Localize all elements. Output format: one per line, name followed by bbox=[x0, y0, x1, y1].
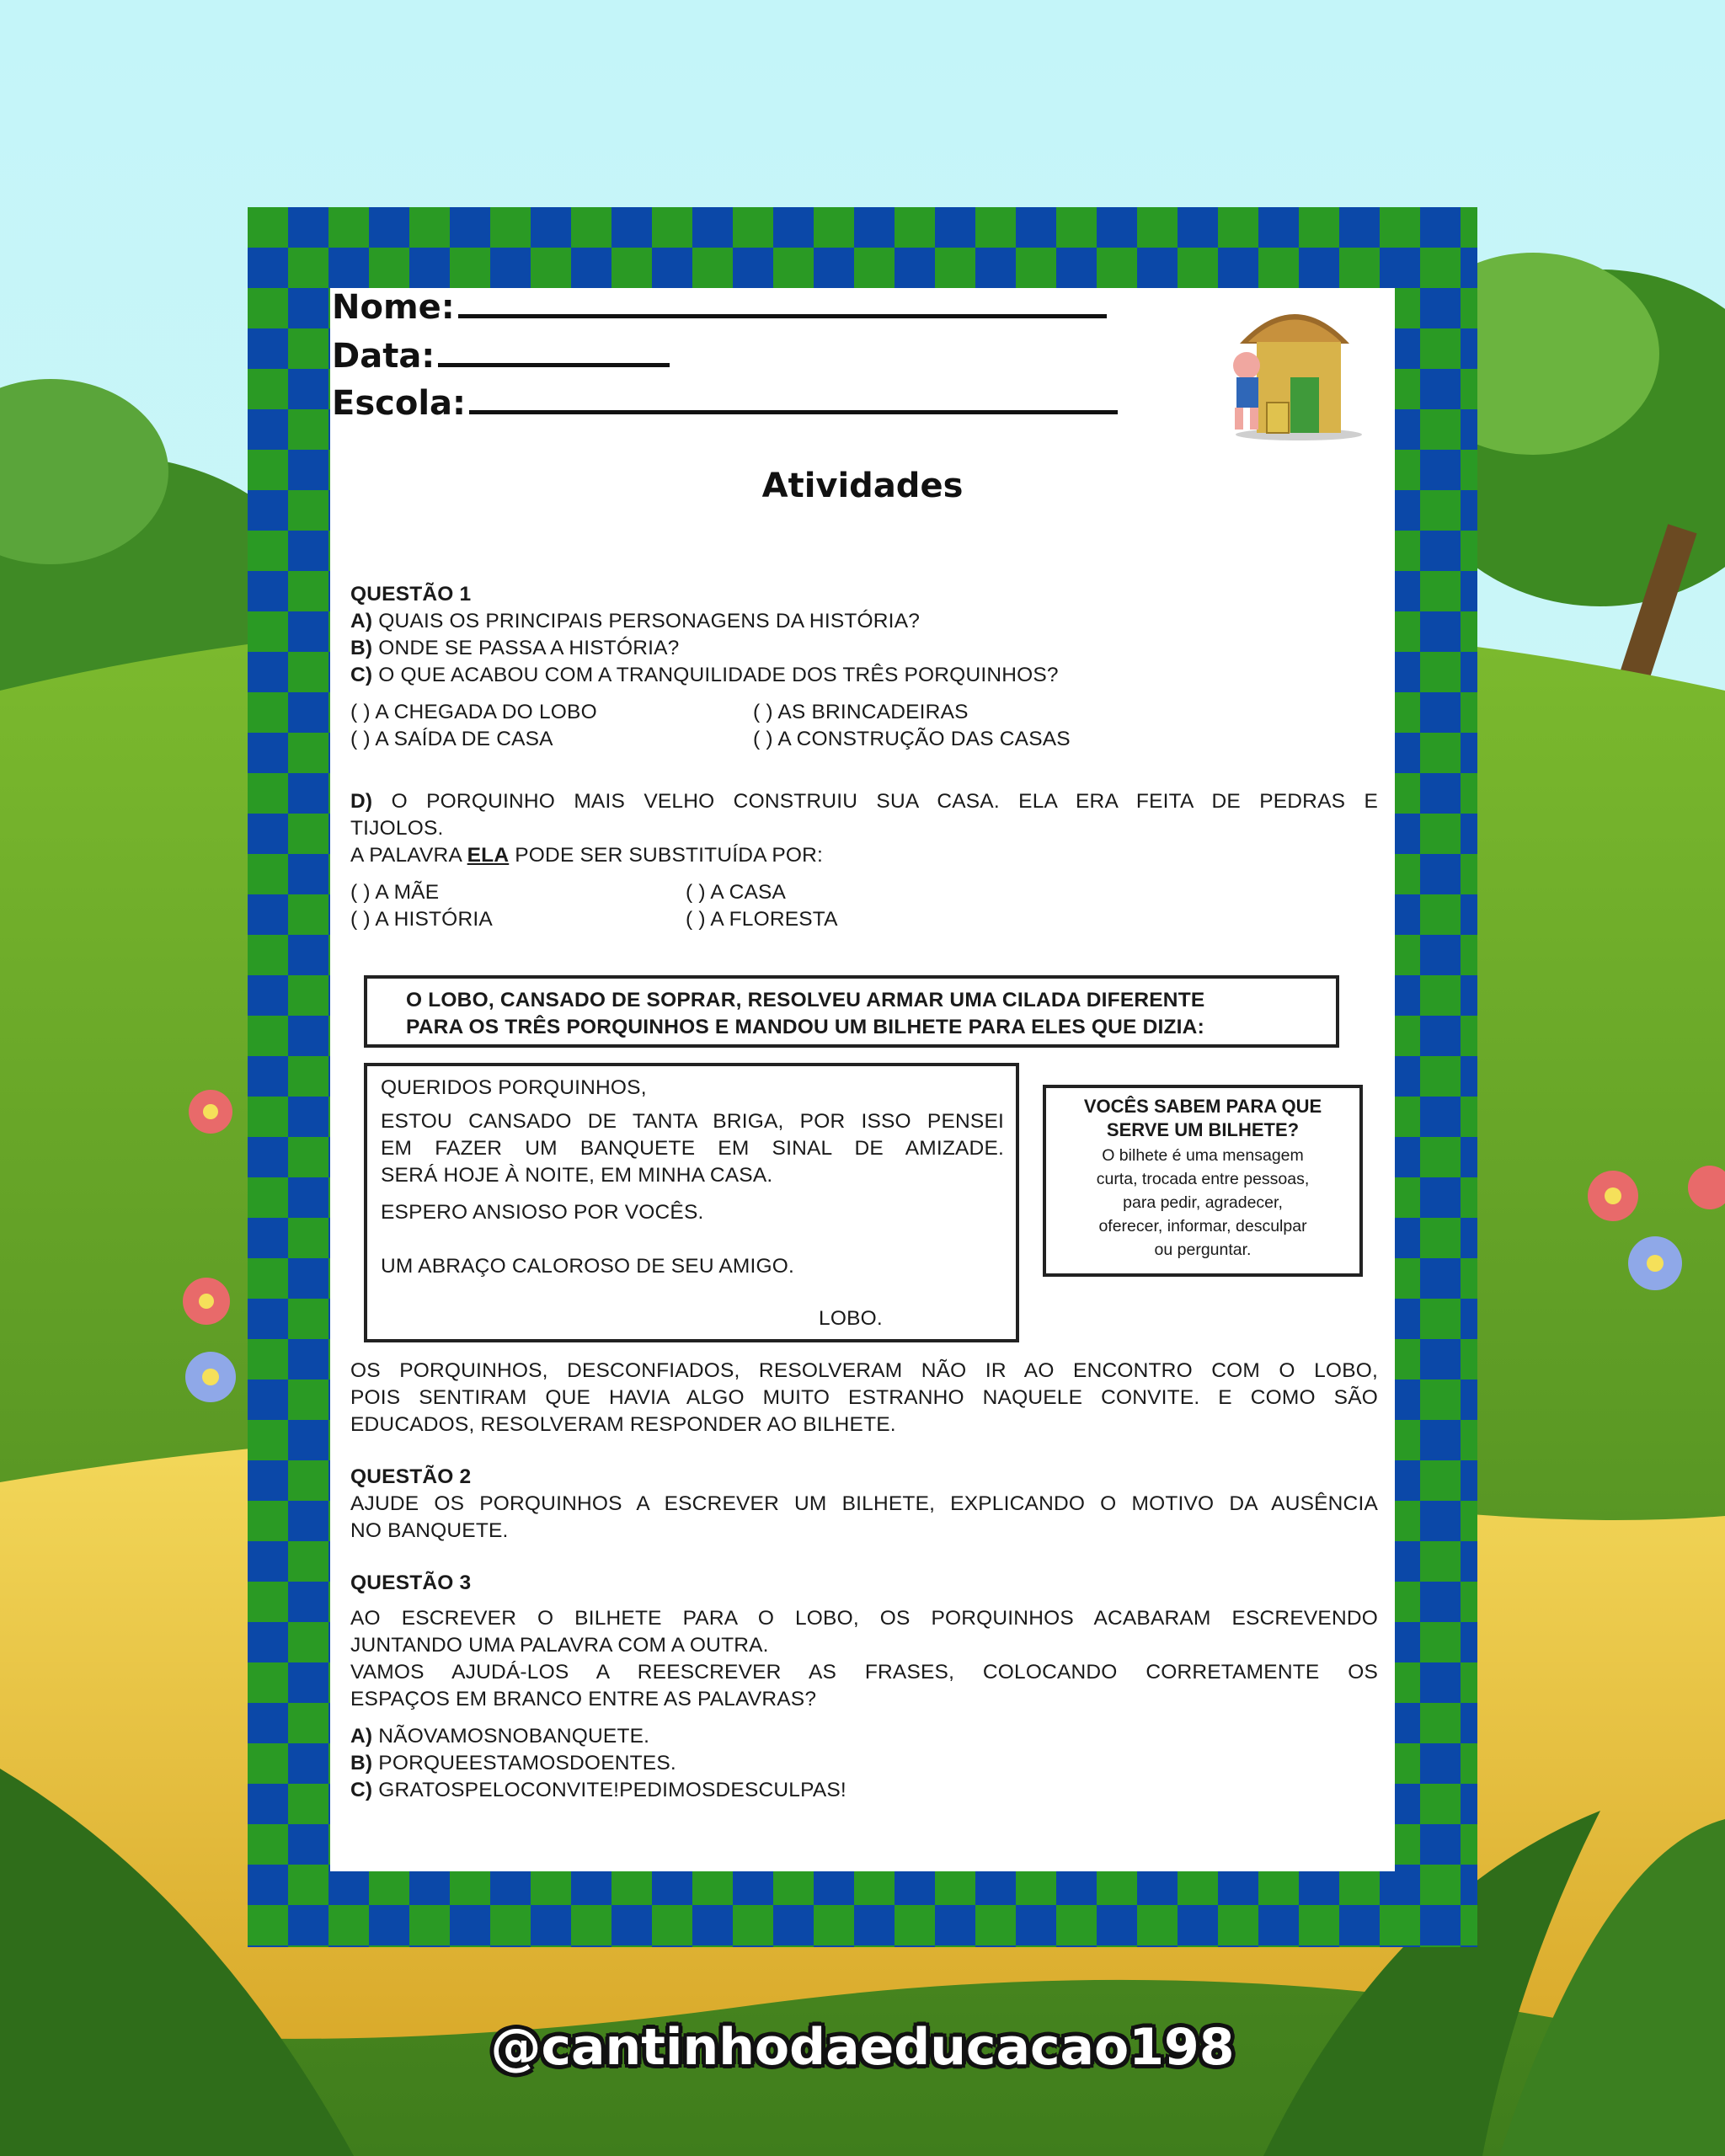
info-text-line: oferecer, informar, desculpar bbox=[1098, 1217, 1307, 1235]
questao3-heading: QUESTÃO 3 bbox=[350, 1572, 472, 1594]
questao2-line1: AJUDE OS PORQUINHOS A ESCREVER UM BILHETE, EXPLICANDO O MOTIVO DA AUSÊNCIA bbox=[350, 1492, 1378, 1515]
data-label: Data: bbox=[332, 337, 435, 376]
option-checkbox[interactable]: ( ) A FLORESTA bbox=[686, 908, 838, 931]
bilhete-signature: LOBO. bbox=[819, 1307, 883, 1330]
questao3-line3: VAMOS AJUDÁ-LOS A REESCREVER AS FRASES, COLOCANDO CORRETAMENTE OS bbox=[350, 1661, 1378, 1684]
option-checkbox[interactable]: ( ) A MÃE bbox=[350, 881, 440, 904]
info-text-line: curta, trocada entre pessoas, bbox=[1096, 1170, 1310, 1188]
escola-field bbox=[332, 384, 1118, 423]
escola-label: Escola: bbox=[332, 384, 467, 423]
bilhete-body-line2: EM FAZER UM BANQUETE EM SINAL DE AMIZADE. bbox=[381, 1137, 1004, 1160]
option-checkbox[interactable]: ( ) A CASA bbox=[686, 881, 787, 904]
questao3-b: B) PORQUEESTAMOSDOENTES. bbox=[350, 1752, 676, 1774]
nome-field bbox=[332, 288, 1107, 327]
narrative-line3: EDUCADOS, RESOLVERAM RESPONDER AO BILHETE. bbox=[350, 1413, 896, 1436]
questao3-line2: JUNTANDO UMA PALAVRA COM A OUTRA. bbox=[350, 1634, 769, 1657]
bilhete-abraco: UM ABRAÇO CALOROSO DE SEU AMIGO. bbox=[381, 1255, 795, 1278]
questao1-a: A) QUAIS OS PRINCIPAIS PERSONAGENS DA HISTÓRIA? bbox=[350, 610, 921, 632]
story-line2: PARA OS TRÊS PORQUINHOS E MANDOU UM BILHETE PARA ELES QUE DIZIA: bbox=[406, 1016, 1204, 1038]
option-checkbox[interactable]: ( ) A CHEGADA DO LOBO bbox=[350, 701, 597, 723]
questao1-c: C) O QUE ACABOU COM A TRANQUILIDADE DOS TRÊS PORQUINHOS? bbox=[350, 664, 1059, 686]
bilhete-espero: ESPERO ANSIOSO POR VOCÊS. bbox=[381, 1201, 704, 1224]
info-text-line: O bilhete é uma mensagem bbox=[1102, 1146, 1304, 1165]
option-checkbox[interactable]: ( ) AS BRINCADEIRAS bbox=[753, 701, 969, 723]
questao3-line4: ESPAÇOS EM BRANCO ENTRE AS PALAVRAS? bbox=[350, 1688, 817, 1710]
questao2-line2: NO BANQUETE. bbox=[350, 1519, 509, 1542]
questao1-heading: QUESTÃO 1 bbox=[350, 583, 472, 606]
bilhete-body-line3: SERÁ HOJE À NOITE, EM MINHA CASA. bbox=[381, 1164, 773, 1187]
page-title: Atividades bbox=[761, 467, 964, 505]
data-field bbox=[332, 337, 670, 376]
option-checkbox[interactable]: ( ) A CONSTRUÇÃO DAS CASAS bbox=[753, 728, 1071, 750]
questao1-d: D) O PORQUINHO MAIS VELHO CONSTRUIU SUA CASA. ELA ERA FEITA DE PEDRAS E bbox=[350, 790, 1378, 813]
questao1-d-line2: TIJOLOS. bbox=[350, 817, 444, 840]
info-box bbox=[1043, 1085, 1363, 1277]
questao2-heading: QUESTÃO 2 bbox=[350, 1465, 472, 1488]
nome-label: Nome: bbox=[332, 288, 455, 327]
questao3-line1: AO ESCREVER O BILHETE PARA O LOBO, OS PORQUINHOS ACABARAM ESCREVENDO bbox=[350, 1607, 1378, 1630]
questao1-d-prompt: A PALAVRA ELA PODE SER SUBSTITUÍDA POR: bbox=[350, 844, 824, 867]
questao3-c: C) GRATOSPELOCONVITE!PEDIMOSDESCULPAS! bbox=[350, 1779, 846, 1801]
info-title-line2: SERVE UM BILHETE? bbox=[1106, 1119, 1300, 1140]
pig-straw-house-icon bbox=[1223, 293, 1366, 441]
story-line1: O LOBO, CANSADO DE SOPRAR, RESOLVEU ARMAR UMA CILADA DIFERENTE bbox=[406, 989, 1205, 1011]
bilhete-greeting: QUERIDOS PORQUINHOS, bbox=[381, 1076, 647, 1099]
option-checkbox[interactable]: ( ) A SAÍDA DE CASA bbox=[350, 728, 553, 750]
narrative-line1: OS PORQUINHOS, DESCONFIADOS, RESOLVERAM NÃO IR AO ENCONTRO COM O LOBO, bbox=[350, 1359, 1378, 1382]
option-checkbox[interactable]: ( ) A HISTÓRIA bbox=[350, 908, 493, 931]
worksheet-page bbox=[330, 288, 1395, 1871]
story-box bbox=[364, 975, 1339, 1048]
questao3-a: A) NÃOVAMOSNOBANQUETE. bbox=[350, 1725, 650, 1748]
questao1-b: B) ONDE SE PASSA A HISTÓRIA? bbox=[350, 637, 680, 659]
info-text-line: ou perguntar. bbox=[1154, 1241, 1252, 1259]
info-text-line: para pedir, agradecer, bbox=[1123, 1193, 1283, 1212]
bilhete-box bbox=[364, 1063, 1019, 1342]
info-title-line1: VOCÊS SABEM PARA QUE bbox=[1083, 1096, 1322, 1117]
watermark-handle: @cantinhodaeducacao198 bbox=[490, 2018, 1235, 2077]
narrative-line2: POIS SENTIRAM QUE HAVIA ALGO MUITO ESTRANHO NAQUELE CONVITE. E COMO SÃO bbox=[350, 1386, 1378, 1409]
bilhete-body-line1: ESTOU CANSADO DE TANTA BRIGA, POR ISSO PENSEI bbox=[381, 1110, 1004, 1133]
